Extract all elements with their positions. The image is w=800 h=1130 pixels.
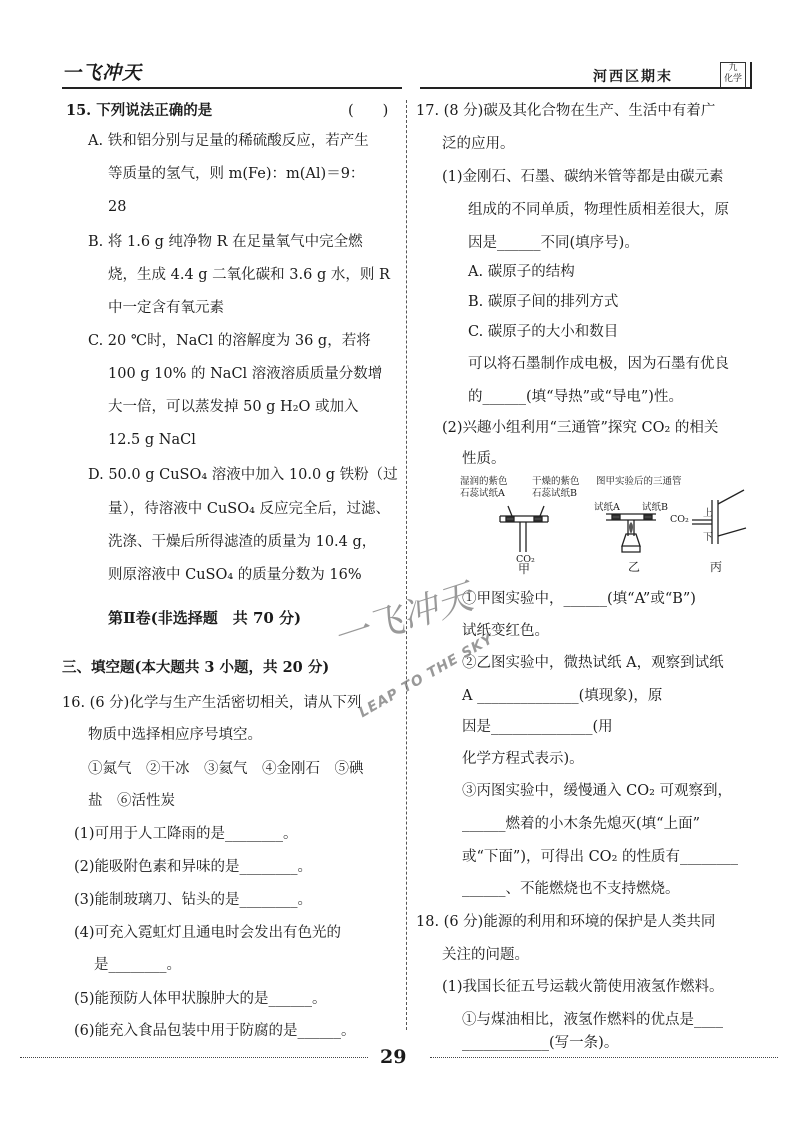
fig-jia-co2: CO₂: [516, 554, 535, 565]
q15-optB-line3: 中一定含有氧元素: [108, 300, 224, 316]
q17-2-1-line2: 试纸变红色。: [462, 623, 549, 639]
apparatus-figure: [456, 474, 756, 574]
header-title: 河西区期末: [593, 69, 673, 85]
fig-bing-co2: CO₂: [670, 514, 689, 525]
q17-2-2-line2: A ______________(填现象)，原: [462, 688, 663, 704]
q17-p1-optB: B. 碳原子间的排列方式: [468, 294, 619, 310]
q15-stem: 15. 下列说法正确的是: [66, 102, 213, 119]
q17-p1-optA: A. 碳原子的结构: [468, 264, 575, 280]
header-rule-right: [420, 87, 750, 89]
q15-optA-line2: 等质量的氢气，则 m(Fe)：m(Al)＝9：: [108, 166, 365, 182]
q15-answer-bracket: ( ): [348, 103, 389, 119]
q15-optC-line4: 12.5 g NaCl: [108, 432, 196, 448]
q16-item5: (5)能预防人体甲状腺肿大的是______。: [74, 991, 327, 1007]
q15-optC-line3: 大一倍，可以蒸发掉 50 g H₂O 或加入: [108, 399, 359, 415]
q17-p1-tail-line2: 的______(填“导热”或“导电”)性。: [468, 389, 683, 405]
header-badge: [720, 62, 746, 88]
q15-optD-line3: 洗涤、干燥后所得滤渣的质量为 10.4 g，: [108, 534, 377, 550]
q18-p1-1-line2: ____________(写一条)。: [462, 1035, 619, 1051]
fig-jia-name: 甲: [518, 562, 531, 576]
q17-2-3-line3: 或“下面”)，可得出 CO₂ 的性质有________: [462, 849, 738, 865]
q17-p2-line1: (2)兴趣小组利用“三通管”探究 CO₂ 的相关: [442, 420, 719, 436]
q15-optC-line1: C. 20 ℃时，NaCl 的溶解度为 36 g，若将: [88, 333, 371, 349]
q17-2-2-line3: 因是______________(用: [462, 719, 613, 735]
q18-p1: (1)我国长征五号运载火箭使用液氢作燃料。: [442, 979, 724, 995]
q16-item4-cont: 是________。: [94, 957, 181, 973]
fig-bing-down: 下: [703, 532, 713, 543]
q17-stem-line2: 泛的应用。: [442, 136, 515, 152]
q18-p1-1-line1: ①与煤油相比，液氢作燃料的优点是____: [462, 1012, 723, 1028]
watermark-latin: LEAP TO THE SKY: [356, 630, 497, 722]
fig-jia-label-a: 湿润的紫色: [460, 476, 508, 487]
q15-optD-line2: 量），待溶液中 CuSO₄ 反应完全后，过滤、: [108, 501, 391, 517]
q17-p2-line2: 性质。: [462, 451, 506, 467]
q16-stem-line2: 物质中选择相应序号填空。: [88, 727, 262, 743]
fig-bing-up: 上: [703, 508, 713, 519]
q15-optD-line4: 则原溶液中 CuSO₄ 的质量分数为 16%: [108, 567, 362, 583]
section3-title: 三、填空题(本大题共 3 小题，共 20 分): [62, 659, 330, 676]
q17-2-3-line1: ③丙图实验中，缓慢通入 CO₂ 可观察到，: [462, 783, 733, 799]
fig-jia-label-c: 干燥的紫色: [532, 476, 580, 487]
q17-p1-line2: 组成的不同单质，物理性质相差很大，原: [468, 202, 729, 218]
q16-item4: (4)可充入霓虹灯且通电时会发出有色光的: [74, 925, 342, 941]
footer-rule-right: [430, 1057, 778, 1058]
q15-optA-line1: A. 铁和铝分别与足量的稀硫酸反应，若产生: [88, 133, 369, 149]
header-rule-left: [62, 87, 402, 89]
q15-optB-line2: 烧，生成 4.4 g 二氧化碳和 3.6 g 水，则 R: [108, 267, 390, 283]
q17-p1-tail-line1: 可以将石墨制作成电极，因为石墨有优良: [468, 356, 729, 372]
q16-item2: (2)能吸附色素和异味的是________。: [74, 859, 313, 875]
q17-p1-line1: (1)金刚石、石墨、碳纳米管等都是由碳元素: [442, 169, 724, 185]
q16-item6: (6)能充入食品包装中用于防腐的是______。: [74, 1023, 356, 1039]
q16-item1: (1)可用于人工降雨的是________。: [74, 826, 298, 842]
q17-p1-optC: C. 碳原子的大小和数目: [468, 324, 619, 340]
q15-optD-line1: D. 50.0 g CuSO₄ 溶液中加入 10.0 g 铁粉（过: [88, 467, 398, 483]
q15-optA-line3: 28: [108, 199, 127, 215]
fig-yi-name: 乙: [628, 560, 641, 574]
column-divider: [406, 100, 407, 1030]
q17-2-3-line4: ______、不能燃烧也不支持燃烧。: [462, 881, 680, 897]
q15-optB-line1: B. 将 1.6 g 纯净物 R 在足量氧气中完全燃: [88, 234, 363, 250]
header-badge-top: 九: [728, 63, 738, 73]
fig-yi-label-c: 试纸B: [642, 502, 668, 513]
q16-stem-line1: 16. (6 分)化学与生产生活密切相关，请从下列: [62, 695, 362, 711]
figure-bing: [692, 490, 746, 544]
page-number: 29: [380, 1046, 407, 1068]
q17-p1-line3: 因是______不同(填序号)。: [468, 235, 639, 251]
watermark-script: 一飞冲天: [328, 576, 478, 661]
q16-item3: (3)能制玻璃刀、钻头的是________。: [74, 892, 313, 908]
fig-yi-label-a: 图甲实验后的三通管: [596, 476, 682, 487]
q16-options-line1: ①氮气 ②干冰 ③氦气 ④金刚石 ⑤碘: [88, 761, 364, 777]
q17-2-3-line2: ______燃着的小木条先熄灭(填“上面”: [462, 816, 700, 832]
footer-rule-left: [20, 1057, 368, 1058]
q16-options-line2: 盐 ⑥活性炭: [88, 793, 175, 809]
figure-yi: [606, 514, 656, 552]
fig-jia-label-d: 石蕊试纸B: [532, 488, 577, 499]
figure-jia: [500, 506, 548, 552]
fig-jia-label-b: 石蕊试纸A: [460, 488, 505, 499]
part2-title: 第Ⅱ卷(非选择题 共 70 分): [108, 609, 302, 627]
q17-2-2-line4: 化学方程式表示)。: [462, 751, 584, 767]
header-rule-end: [750, 62, 752, 89]
q17-2-2-line1: ②乙图实验中，微热试纸 A，观察到试纸: [462, 655, 724, 671]
q15-optC-line2: 100 g 10% 的 NaCl 溶液溶质质量分数增: [108, 366, 383, 382]
q18-stem-line2: 关注的问题。: [442, 947, 529, 963]
q17-stem-line1: 17. (8 分)碳及其化合物在生产、生活中有着广: [416, 103, 716, 119]
brand-logo: 一飞冲天: [62, 62, 143, 84]
fig-bing-name: 丙: [710, 560, 723, 574]
q17-2-1-line1: ①甲图实验中，______(填“A”或“B”): [462, 591, 696, 607]
header-badge-bottom: 化学: [723, 74, 742, 84]
fig-yi-label-b: 试纸A: [594, 502, 620, 513]
q18-stem-line1: 18. (6 分)能源的利用和环境的保护是人类共同: [416, 914, 716, 930]
